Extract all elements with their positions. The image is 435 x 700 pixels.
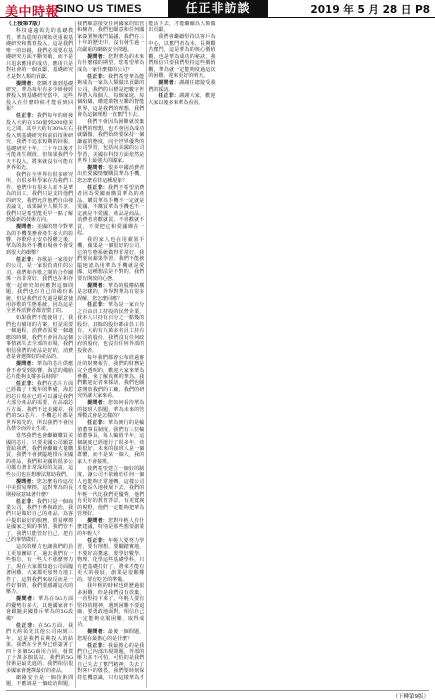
footer-divider: [6, 690, 429, 691]
article-paragraph: [6, 113, 73, 171]
speaker-label: 提問者：: [16, 224, 37, 231]
article-paragraph: [77, 538, 144, 583]
paragraph-text: 謝謝大家，歡迎大家以後多來華為看看。: [148, 93, 216, 106]
paragraph-text: 我的家人也在用蘋果手機，蘋果是一個很好的公司，它的生態系統做得非常好，我們要向蘋果學習，我們不能狹隘地認為用華為手機就是愛國，這種想法是不對的，我們要有開放的心態。: [77, 236, 145, 282]
speaker-label: 任正非：: [16, 622, 39, 629]
article-paragraph: [77, 583, 144, 628]
article-paragraph: [77, 400, 144, 419]
speaker-label: 任正非：: [87, 642, 109, 649]
issue-date-page: 2019 年 5 月 28 日 P8: [310, 4, 430, 16]
paragraph-text: 謝謝任總接受我們的採訪。: [148, 80, 216, 93]
paragraph-text: 年輕人要努力學習，要有理想，要腳踏實地，不要好高騖遠，要學好數學、物理、化學這些基礎學科，只有把基礎打好了，將來才能有更大的發展，創業是很艱難的，要有吃苦的準備。: [77, 537, 145, 583]
paragraph-text: 華為實行的是輪值董事長制度，我們有三位輪值董事長，每人輪值半年，這個制度已經運行了很多年，效果很好，未來的接班人是一個群體，而不是某一個人，我的家人不會接班。: [77, 420, 145, 465]
paragraph-text: 我們在全世界有很多研究所，有很多科學家在為我們工作，他們中有很多人並不是華為的員工，我們只是支持他們的研究，我們允許他們自由發表論文，成果歸全人類共享，我們只是希望能更早一點了解到最新的技術方向。: [6, 171, 74, 224]
article-paragraph: [6, 361, 73, 380]
paragraph-text: 我們希望華為能夠成為一家為人類做出貢獻的公司，我們的目標是把數字世界帶入每個人、每個家庭、每個組織，構建萬物互聯的智能世界，這是我們的理想，我們會為這個理想一直奮鬥下去。: [77, 73, 145, 119]
article-paragraph: [6, 479, 73, 498]
paragraph-text: 您如何看待華為的接班人問題，華為未來的管理模式會是怎樣的？: [77, 400, 145, 420]
article-paragraph: [77, 165, 144, 184]
newspaper-logo-chinese: 美中時報: [5, 5, 60, 20]
paragraph-text: 您對年輕人有什麼建議，特別是那些想要創業的年輕人？: [77, 517, 145, 537]
paragraph-text: 我最擔心的是我們自己內部出現問題，外部的壓力並不可怕，可怕的是我們自己失去了奮鬥精神，失去了對客戶的敬畏，我們要時刻保持危機意識，只有這樣華為才能活下去，才能繼續為人類做出貢獻。: [77, 21, 216, 681]
article-paragraph: [6, 433, 73, 478]
article-paragraph: [6, 596, 73, 622]
paragraph-text: 我們不會因為困難就放棄我們的理想，也不會因為成功就驕傲，我們始終要保持一個謙虛的態度，向全世界優秀的公司學習，包括向美國的公司學習，美國在科技方面依然是世界上最強大的國家。: [77, 119, 145, 165]
article-paragraph: [77, 518, 144, 537]
paragraph-text: 很多中國消費者出於愛國情懷購買華為手機，您怎麼看待這種現象？: [77, 164, 145, 184]
speaker-label: 提問者：: [158, 80, 180, 87]
article-paragraph: [77, 420, 144, 465]
paragraph-text: 您對華為的未來有什麼樣的期望，您希望華為成為一家什麼樣的公司？: [77, 53, 145, 73]
paragraph-text: 我年輕的時候也經歷過很多困難，但是我們沒有放棄，一直堅持下來了，年輕人要有堅持的精神，遇到困難不要退縮，要勇敢地面對，相信自己一定能夠克服困難，取得成功。: [77, 583, 145, 629]
article-paragraph: [6, 28, 73, 80]
article-paragraph: [148, 34, 215, 79]
article-paragraph: [6, 623, 73, 675]
paragraph-text: 您剛才談到基礎研究，華為每年有多少研發經費投入到基礎研究當中，這些投入在什麼時候才能看到回報？: [6, 80, 74, 113]
continued-note: （下轉第9版）: [392, 694, 429, 700]
speaker-label: 任正非：: [16, 380, 37, 387]
article-paragraph: [6, 499, 73, 544]
speaker-label: 任正非：: [16, 498, 37, 505]
article-continuation-header: （上接第7版）: [6, 21, 44, 27]
speaker-label: 任正非：: [158, 93, 180, 100]
speaker-label: 提問者：: [16, 80, 37, 87]
article-paragraph: [77, 185, 144, 237]
speaker-label: 任正非：: [16, 256, 37, 263]
speaker-label: 任正非：: [87, 420, 109, 427]
paragraph-text: 您怎麼看待這次中美貿易摩擦，這對華為的長期發展意味著什麼？: [6, 478, 74, 498]
paragraph-text: 最後一個問題，您現在最擔心的是什麼？: [77, 629, 145, 642]
speaker-label: 提問者：: [16, 361, 37, 368]
paragraph-text: 華為在5G方面的優勢有多大，其他國家會不會跟隨美國排斥華為的5G設備？: [6, 596, 74, 622]
article-paragraph: [6, 315, 73, 360]
paragraph-text: 我們在芯片方面已經做了十幾年的準備，海思的芯片現在已經可以滿足我們大部分產品的需要，在高端芯片方面，我們不比美國差，我們的5G芯片、手機芯片都是世界領先的，所以我們不會因為禁令而停止生產。: [6, 380, 74, 433]
speaker-label: 提問者：: [87, 400, 109, 407]
article-paragraph: [77, 237, 144, 282]
speaker-label: 提問者：: [87, 629, 109, 636]
article-paragraph: [6, 544, 73, 596]
paragraph-text: 網絡安全是一個技術問題，不應該是一個政治問題，我們願意接受任何國家的監管和檢查，我們也願意和任何國家簽署無後門協議，我們在三十年的歷史中，沒有發生過一次嚴重的網絡安全問題。: [6, 21, 145, 688]
newspaper-logo-english: SINO US TIMES: [56, 3, 142, 15]
article-paragraph: [77, 466, 144, 518]
article-paragraph: [77, 355, 144, 400]
paragraph-text: 華為的股權結構是怎樣的，外界對華為有很多誤解，您怎麼回應？: [77, 282, 145, 302]
paragraph-text: 華為是一家百分之百由員工持股的民營企業，我本人只持有百分之一點幾的股份，其餘的股份都由員工持有，大約有九萬多名員工持有公司的股份，我們沒有任何政府的股份，也沒有任何外部的投資者。: [77, 302, 145, 354]
paragraph-text: 我們會繼續堅持以客戶為中心，以奮鬥者為本，長期艱苦奮鬥，這是華為的核心價值觀，也是華為成功的秘訣，我們相信只要我們堅持這些價值觀，華為就一定能夠度過這次的困難，迎來更好的明天。: [148, 34, 216, 80]
paragraph-text: 科技遠遠領先的基礎教育。華為從現在開始更重視基礎研究和教育投入，這是我們唯一的出路，我們必須要在基礎研究方面不斷突破，而不是只追求應用的成功，應用只是對社會的一個貢獻，基礎研究才是對人類的貢獻。: [6, 28, 74, 80]
article-paragraph: [6, 224, 73, 256]
article-paragraph: [148, 93, 215, 106]
speaker-label: 任正非：: [87, 184, 109, 191]
article-body: [6, 21, 429, 688]
paragraph-text: 我們只是一個商業公司，我們不參與政治，我們只是做好自己的產品，為客戶提供最好的服務，貿易摩擦是國家之間的事情，我們管不了，我們只能管好自己，把自己的事情做好。: [6, 498, 74, 544]
article-paragraph: [77, 74, 144, 119]
article-paragraph: [77, 302, 144, 354]
article-paragraph: [77, 283, 144, 302]
speaker-label: 任正非：: [16, 113, 37, 120]
paragraph-text: 我們不希望消費者因為愛國而購買華為的產品，購買華為手機不一定就是愛國，不購買華為手機也不一定就是不愛國，產品是商品，消費者喜歡就買，不喜歡就不買，不要把它和愛國綁在一起。: [77, 184, 145, 236]
speaker-label: 提問者：: [16, 596, 39, 603]
article-paragraph: [6, 172, 73, 224]
paragraph-text: 這次的壓力也讓我們的員工更加團結了，過去我們有一些惰怠，有一些人不那麼努力了，現在大家都知道公司面臨著困難，大家都更加努力地工作了，這對我們來說反而是一件好事情，我們要感謝這次的壓力。: [6, 544, 74, 596]
speaker-label: 任正非：: [87, 537, 109, 544]
paragraph-text: 美國的禁令對華為的手機業務會產生多大的影響，谷歌停止安卓授權之後，華為的海外手機市場會不會受到很大的衝擊？: [6, 224, 74, 256]
article-paragraph: [6, 381, 73, 433]
article-paragraph: [6, 257, 73, 315]
paragraph-text: 我們每年的研發投入大約在150億到200億美元之間，其中大約有30%左右投入到基礎研究和前沿技術研究，我們不追求短期的回報，基礎研究十年、二十年以後才可能產生價值，但如果我們今天不投入，將來就沒有可能在世界領先。: [6, 113, 74, 171]
speaker-label: 提問者：: [87, 164, 109, 171]
paragraph-text: 我們希望建立一個好的制度，讓公司不依賴於任何一個人也能夠正常運轉，這樣公司才能長久地發展下去，我們的年輕一代比我們更優秀，他們有更好的教育背景，有更寬廣的視野，他們一定能夠把華為管理好。: [77, 465, 145, 517]
speaker-label: 提問者：: [87, 517, 109, 524]
paragraph-text: 每年我們都會公布經過審計的財務報告，我們的財務是完全透明的，歡迎大家來華為參觀，來了解真實的華為，我們歡迎記者來採訪，我們也願意開放我們的工廠、我們的研究所讓大家來看。: [77, 354, 145, 400]
article-paragraph: [77, 629, 144, 642]
speaker-label: 提問者：: [87, 53, 109, 60]
paragraph-text: 谷歌是一家很好的公司，是一家很負責任的公司，我們和谷歌之間的合作關係一直非常好，我們也在和谷歌一起研究如何應對這個問題，我們也有自己的備份系統，但是我們首先還是願意使用谷歌的生態系統，因為這是全世界消費者都習慣了的。: [6, 256, 74, 315]
section-title: 任正非訪談: [168, 0, 268, 17]
paragraph-text: 當然我們也會繼續購買美國的芯片，只要美國公司願意賣給我們，我們會繼續大量購買，我們不會狹隘地排斥美國的產品，我們和美國的很多公司都有著非常深厚的友誼，這些公司也在想辦法幫助我們。: [6, 433, 74, 478]
speaker-label: 提問者：: [87, 282, 109, 289]
paragraph-text: 華為的芯片供應會不會受到影響，海思的備胎芯片能夠支撐多長時間？: [6, 361, 74, 380]
paragraph-text: 如果我們不能使用了，我們也有備用的方案，但是需要一個過程，消費者需要一個適應的時間，我們不會因為這個事情就失去全部的市場，我們相信我們的產品是好的，消費者是會選擇好的產品的。: [6, 315, 74, 361]
article-paragraph: [77, 54, 144, 73]
article-paragraph: [77, 119, 144, 164]
paragraph-text: 在5G方面，我們大約領先其他公司兩到三年，這是我們長期投入的結果，我們在全世界已經簽署了四十多個5G商用合同，發貨了十萬多個基站，我們的5G技術是最先進的，我們相信很多國家會選擇最好的產品。: [6, 622, 74, 674]
speaker-label: 任正非：: [87, 302, 109, 309]
article-paragraph: [6, 81, 73, 113]
article-paragraph: [148, 80, 215, 93]
masthead: [0, 0, 435, 18]
speaker-label: 提問者：: [16, 478, 37, 485]
speaker-label: 任正非：: [87, 73, 109, 80]
